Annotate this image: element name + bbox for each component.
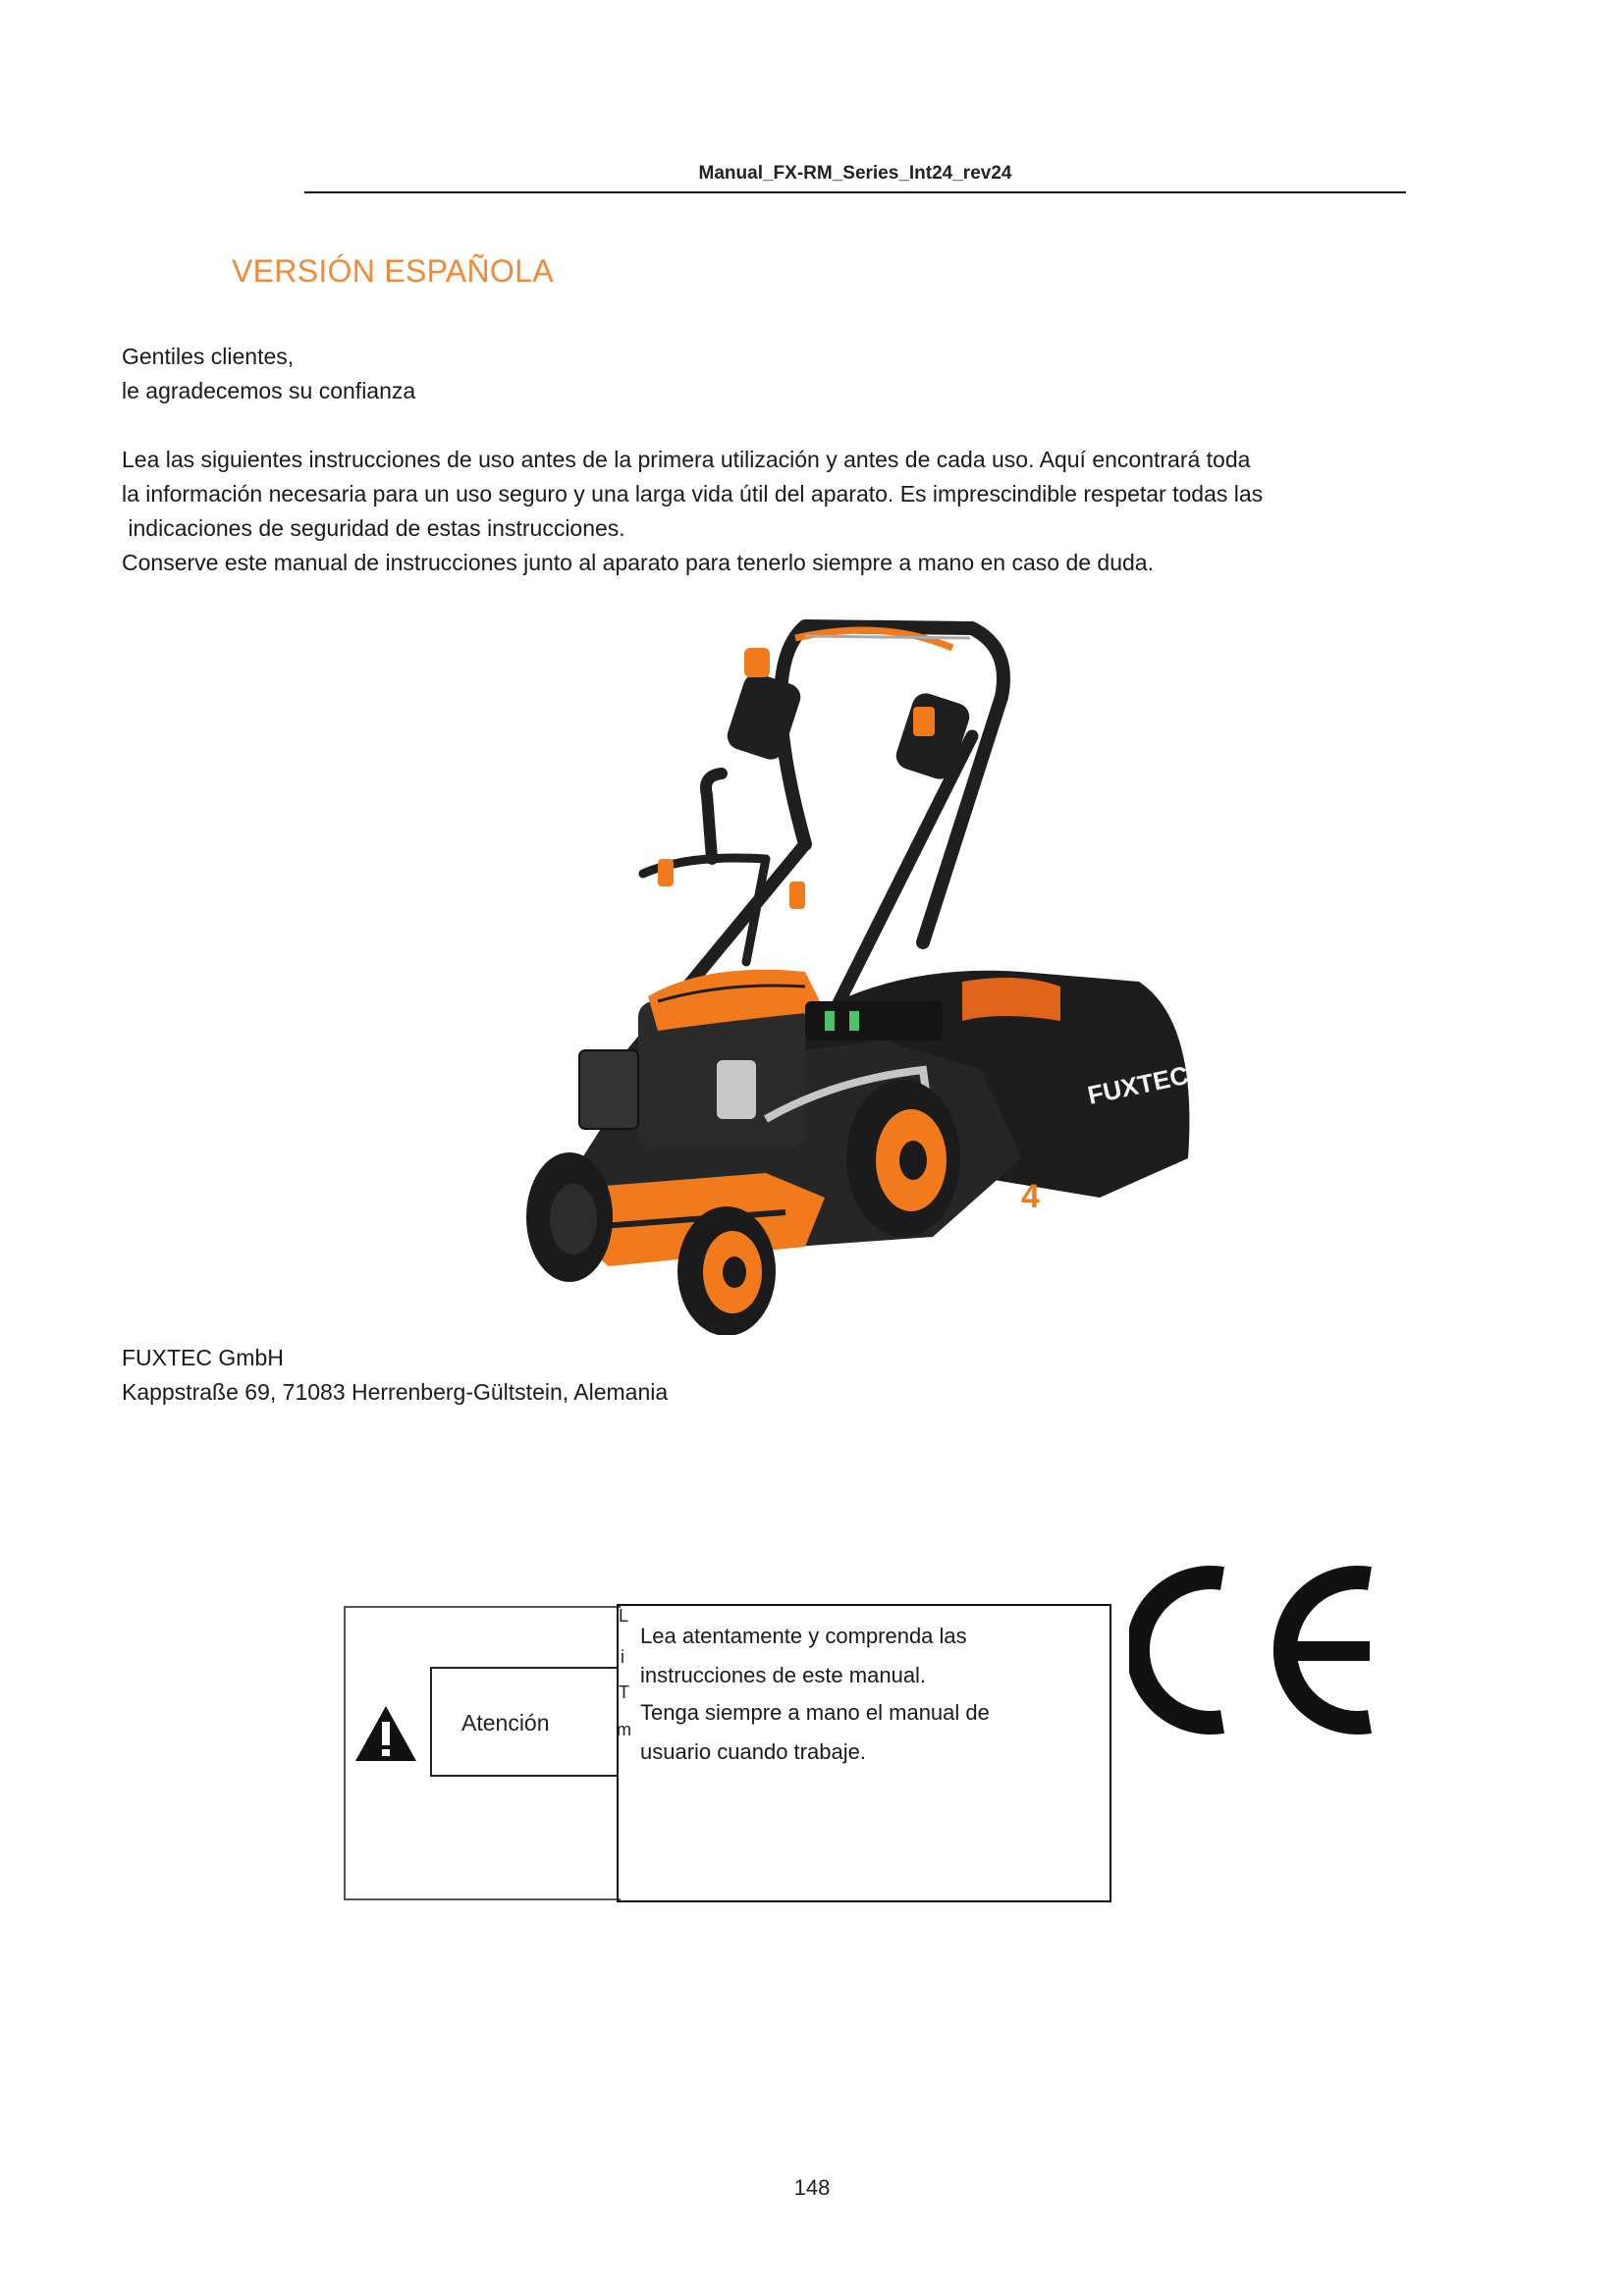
intro-line: Lea las siguientes instrucciones de uso antes de la primera utilización y antes de cada uso. Aquí encontrará toda bbox=[122, 447, 1251, 472]
intro-line: Conserve este manual de instrucciones junto al aparato para tenerlo siempre a mano en caso de duda. bbox=[122, 550, 1154, 575]
warning-text-line: Tenga siempre a mano el manual de bbox=[640, 1700, 990, 1725]
intro-line: indicaciones de seguridad de estas instrucciones. bbox=[122, 515, 625, 541]
warning-text-line: instrucciones de este manual. bbox=[640, 1663, 927, 1687]
greeting-line: le agradecemos su confianza bbox=[122, 378, 416, 403]
lawn-mower-image bbox=[511, 609, 1335, 1335]
warning-text-line: usuario cuando trabaje. bbox=[640, 1739, 866, 1764]
greeting-line: Gentiles clientes, bbox=[122, 344, 295, 369]
page-number: 148 bbox=[793, 2175, 831, 2200]
warning-label: Atención bbox=[461, 1710, 550, 1735]
document-header-title: Manual_FX-RM_Series_Int24_rev24 bbox=[698, 163, 1012, 184]
ce-mark-logo bbox=[1129, 1563, 1380, 1737]
section-title: VERSIÓN ESPAÑOLA bbox=[232, 253, 554, 289]
stray-character: m bbox=[617, 1720, 631, 1739]
company-name: FUXTEC GmbH bbox=[122, 1345, 284, 1370]
company-address: Kappstraße 69, 71083 Herrenberg-Gültstein, Alemania bbox=[122, 1379, 669, 1405]
warning-text-line: Lea atentamente y comprenda las bbox=[640, 1624, 967, 1648]
warning-triangle-icon bbox=[353, 1704, 418, 1763]
intro-line: la información necesaria para un uso seguro y una larga vida útil del aparato. Es imprescindible respetar todas las bbox=[122, 481, 1264, 507]
brand-decal: FUXTEC bbox=[1085, 1059, 1191, 1110]
stray-character: i bbox=[621, 1647, 624, 1667]
svg-text:4: 4 bbox=[1021, 1178, 1040, 1215]
stray-character: L bbox=[619, 1606, 629, 1626]
header-divider bbox=[304, 191, 1406, 193]
stray-character: T bbox=[619, 1682, 629, 1702]
